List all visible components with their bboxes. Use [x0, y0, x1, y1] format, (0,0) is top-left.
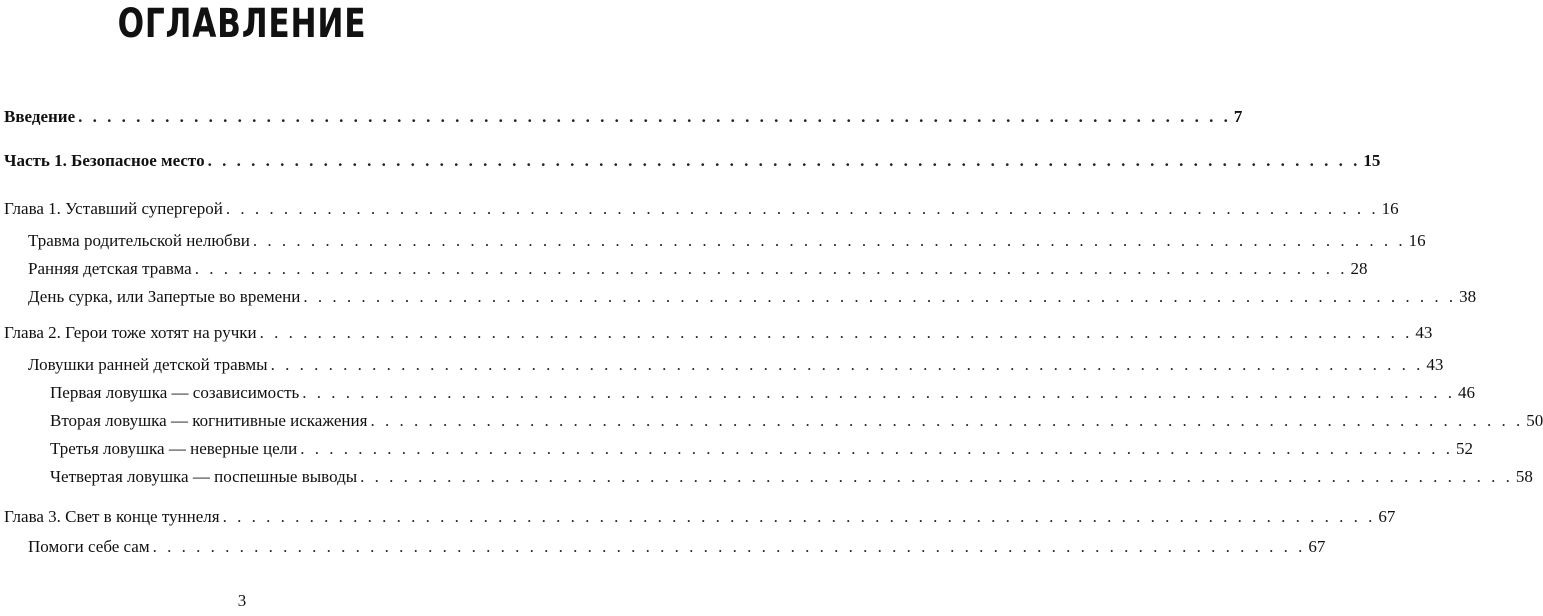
toc-entry-page: 43: [1426, 355, 1444, 374]
toc-entry-label: Помоги себе сам: [28, 537, 150, 556]
toc-entry[interactable]: [4, 104, 1243, 130]
toc-entry-label: Ранняя детская травма: [28, 259, 192, 278]
dot-leader: . . . . . . . . . . . . . . . . . . . . . . . . . . . . . . . . . . . . . . . . . . . . . . . . . . . . . . . . . . . . . . . . . . . . . . . . . . . . . . . .: [303, 287, 1457, 306]
toc-entry[interactable]: [28, 284, 1477, 310]
toc-entry-page: 52: [1456, 439, 1474, 458]
dot-leader: . . . . . . . . . . . . . . . . . . . . . . . . . . . . . . . . . . . . . . . . . . . . . . . . . . . . . . . . . . . . . . . . . . . . . . . . . . . . . . . .: [225, 199, 1379, 218]
dot-leader: . . . . . . . . . . . . . . . . . . . . . . . . . . . . . . . . . . . . . . . . . . . . . . . . . . . . . . . . . . . . . . . . . . . . . . . . . . . . . . . .: [270, 355, 1424, 374]
toc-entry-page: 67: [1308, 537, 1326, 556]
toc-entry[interactable]: [4, 148, 1381, 174]
toc-entry-label: Вторая ловушка — когнитивные искажения: [50, 411, 368, 430]
page-title: ОГЛАВЛЕНИЕ: [117, 1, 367, 47]
dot-leader: . . . . . . . . . . . . . . . . . . . . . . . . . . . . . . . . . . . . . . . . . . . . . . . . . . . . . . . . . . . . . . . . . . . . . . . . . . . . . . . .: [78, 107, 1231, 126]
toc-entry[interactable]: [50, 408, 1543, 434]
toc-entry[interactable]: [28, 534, 1326, 560]
toc-entry-page: 28: [1350, 259, 1368, 278]
dot-leader: . . . . . . . . . . . . . . . . . . . . . . . . . . . . . . . . . . . . . . . . . . . . . . . . . . . . . . . . . . . . . . . . . . . . . . . . . . . . . . . .: [207, 151, 1361, 170]
toc-entry-label: Третья ловушка — неверные цели: [50, 439, 298, 458]
toc-entry-label: Часть 1. Безопасное место: [4, 151, 205, 170]
toc-entry-label: Введение: [4, 107, 76, 126]
toc-entry[interactable]: [28, 352, 1444, 378]
toc-entry-label: Первая ловушка — созависимость: [50, 383, 300, 402]
toc-entry-page: 15: [1363, 151, 1381, 170]
toc-entry[interactable]: [28, 228, 1426, 254]
toc-entry-label: Четвертая ловушка — поспешные выводы: [50, 467, 358, 486]
toc-entry[interactable]: [4, 196, 1399, 222]
toc-entry-page: 46: [1458, 383, 1476, 402]
toc-entry-page: 38: [1459, 287, 1477, 306]
dot-leader: . . . . . . . . . . . . . . . . . . . . . . . . . . . . . . . . . . . . . . . . . . . . . . . . . . . . . . . . . . . . . . . . . . . . . . . . . . . . . . . .: [152, 537, 1306, 556]
dot-leader: . . . . . . . . . . . . . . . . . . . . . . . . . . . . . . . . . . . . . . . . . . . . . . . . . . . . . . . . . . . . . . . . . . . . . . . . . . . . . . . .: [259, 323, 1413, 342]
dot-leader: . . . . . . . . . . . . . . . . . . . . . . . . . . . . . . . . . . . . . . . . . . . . . . . . . . . . . . . . . . . . . . . . . . . . . . . . . . . . . . . .: [302, 383, 1456, 402]
toc-entry-page: 7: [1233, 107, 1243, 126]
dot-leader: . . . . . . . . . . . . . . . . . . . . . . . . . . . . . . . . . . . . . . . . . . . . . . . . . . . . . . . . . . . . . . . . . . . . . . . . . . . . . . . .: [360, 467, 1513, 486]
toc-entry-label: Глава 1. Уставший супергерой: [4, 199, 223, 218]
toc-entry-page: 43: [1415, 323, 1433, 342]
toc-entry[interactable]: [4, 320, 1433, 346]
toc-entry-page: 16: [1381, 199, 1399, 218]
page-number: 3: [237, 591, 247, 610]
toc-entry-page: 67: [1378, 507, 1396, 526]
toc-entry-label: Ловушки ранней детской травмы: [28, 355, 268, 374]
toc-entry-label: День сурка, или Запертые во времени: [28, 287, 301, 306]
dot-leader: . . . . . . . . . . . . . . . . . . . . . . . . . . . . . . . . . . . . . . . . . . . . . . . . . . . . . . . . . . . . . . . . . . . . . . . . . . . . . . . .: [194, 259, 1348, 278]
toc-entry[interactable]: [4, 504, 1396, 530]
toc-entry-page: 16: [1408, 231, 1426, 250]
toc-entry[interactable]: [50, 436, 1474, 462]
toc-entry-page: 58: [1515, 467, 1533, 486]
dot-leader: . . . . . . . . . . . . . . . . . . . . . . . . . . . . . . . . . . . . . . . . . . . . . . . . . . . . . . . . . . . . . . . . . . . . . . . . . . . . . . . .: [252, 231, 1406, 250]
toc-entry-label: Глава 2. Герои тоже хотят на ручки: [4, 323, 257, 342]
toc-entry[interactable]: [50, 380, 1476, 406]
toc-entry-label: Глава 3. Свет в конце туннеля: [4, 507, 220, 526]
toc-entry[interactable]: [50, 464, 1533, 490]
dot-leader: . . . . . . . . . . . . . . . . . . . . . . . . . . . . . . . . . . . . . . . . . . . . . . . . . . . . . . . . . . . . . . . . . . . . . . . . . . . . . . . .: [370, 411, 1524, 430]
dot-leader: . . . . . . . . . . . . . . . . . . . . . . . . . . . . . . . . . . . . . . . . . . . . . . . . . . . . . . . . . . . . . . . . . . . . . . . . . . . . . . . .: [300, 439, 1454, 458]
toc-entry-label: Травма родительской нелюбви: [28, 231, 250, 250]
dot-leader: . . . . . . . . . . . . . . . . . . . . . . . . . . . . . . . . . . . . . . . . . . . . . . . . . . . . . . . . . . . . . . . . . . . . . . . . . . . . . . . .: [222, 507, 1376, 526]
toc-entry[interactable]: [28, 256, 1368, 282]
toc-entry-page: 50: [1526, 411, 1543, 430]
